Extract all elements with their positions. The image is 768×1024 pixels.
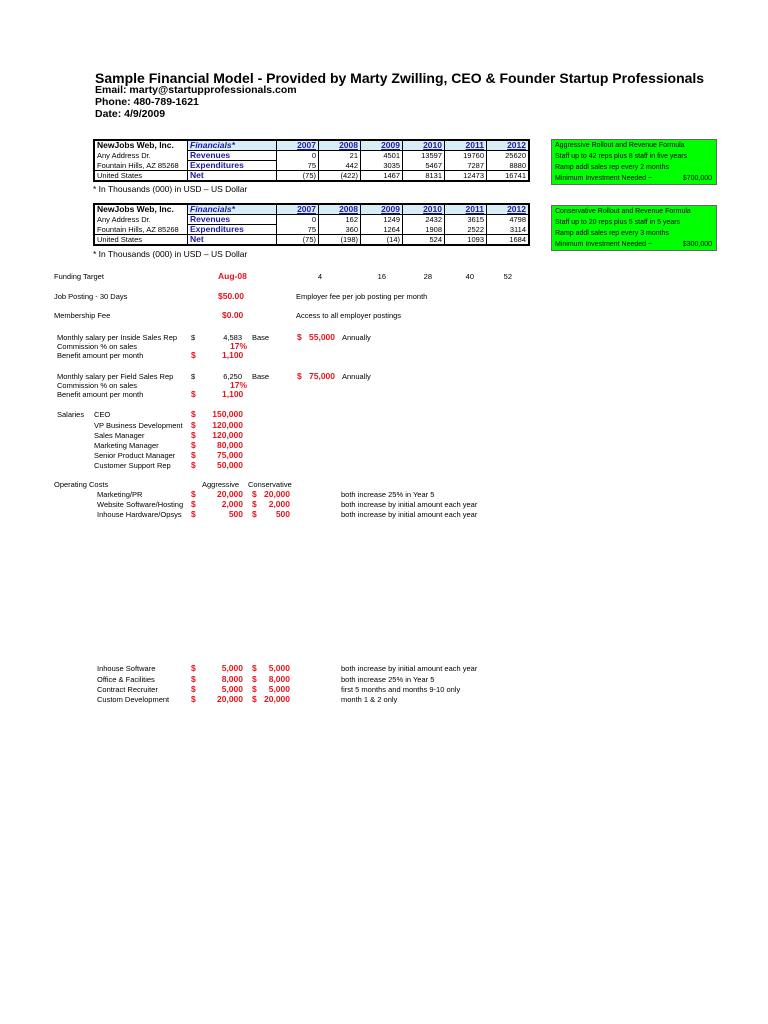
year-header: 2008 — [319, 204, 361, 215]
salary-role: Senior Product Manager — [94, 451, 176, 460]
salary-role: Customer Support Rep — [94, 461, 171, 470]
funding-month: 52 — [503, 272, 512, 281]
year-header: 2012 — [487, 140, 530, 151]
operating-item: Marketing/PR — [97, 490, 143, 499]
other-item: Custom Development — [97, 695, 170, 704]
benefit-value: 1,100 — [222, 389, 244, 399]
company-country: United States — [94, 171, 188, 182]
dollar-sign: $ — [191, 440, 196, 450]
net-cell: 1467 — [361, 171, 403, 182]
year-header: 2011 — [445, 140, 487, 151]
membership-desc: Access to all employer postings — [296, 311, 402, 320]
formula-line: Ramp addl sales rep every 3 months — [555, 230, 669, 237]
operating-costs-label: Operating Costs — [54, 480, 109, 489]
benefit-label: Benefit amount per month — [57, 390, 144, 399]
funding-month: 4 — [317, 272, 322, 281]
benefit-label: Benefit amount per month — [57, 351, 144, 360]
aggressive-value: 20,000 — [217, 694, 243, 704]
aggressive-value: 20,000 — [217, 489, 243, 499]
dollar-sign: $ — [252, 674, 257, 684]
aggressive-value: 8,000 — [221, 674, 243, 684]
dollar-sign: $ — [252, 499, 257, 509]
salary-value: 120,000 — [212, 430, 243, 440]
conservative-value: 5,000 — [268, 663, 290, 673]
net-cell: 12473 — [445, 171, 487, 182]
dollar-sign: $ — [191, 460, 196, 470]
dollar-sign: $ — [252, 694, 257, 704]
conservative-formula-box — [551, 205, 717, 251]
commission-label: Commission % on sales — [57, 342, 138, 351]
inside-rep-salary-value: 4,583 — [223, 333, 242, 342]
aggressive-column-header: Aggressive — [202, 480, 240, 489]
net-label: Net — [188, 171, 277, 182]
operating-item: Inhouse Hardware/Opsys — [97, 510, 182, 519]
salary-role: Sales Manager — [94, 431, 145, 440]
dollar-sign: $ — [191, 674, 196, 684]
expenditure-cell: 2522 — [445, 225, 487, 235]
year-header: 2008 — [319, 140, 361, 151]
operating-item: Website Software/Hosting — [97, 500, 184, 509]
expenditure-cell: 3114 — [487, 225, 530, 235]
year-header: 2012 — [487, 204, 530, 215]
date-line: Date: 4/9/2009 — [95, 108, 166, 120]
year-header: 2009 — [361, 140, 403, 151]
revenue-cell: 2432 — [403, 215, 445, 225]
salary-value: 75,000 — [217, 450, 243, 460]
dollar-sign: $ — [191, 389, 196, 399]
revenue-cell: 21 — [319, 151, 361, 161]
salary-value: 120,000 — [212, 420, 243, 430]
revenue-cell: 3615 — [445, 215, 487, 225]
other-item: Office & Facilities — [97, 675, 155, 684]
expenditure-cell: 1264 — [361, 225, 403, 235]
operating-note: both increase by initial amount each year — [341, 510, 478, 519]
dollar-sign: $ — [191, 499, 196, 509]
dollar-sign: $ — [191, 684, 196, 694]
expenditure-cell: 75 — [277, 225, 319, 235]
benefit-value: 1,100 — [222, 350, 244, 360]
formula-title: Aggressive Rollout and Revenue Formula — [555, 142, 685, 149]
aggressive-value: 500 — [228, 509, 243, 519]
salary-role: Marketing Manager — [94, 441, 159, 450]
expenditures-label: Expenditures — [188, 225, 277, 235]
financials-label: Financials* — [188, 140, 277, 151]
dollar-sign: $ — [297, 371, 302, 381]
job-posting-value: $50.00 — [218, 291, 244, 301]
currency-note: * In Thousands (000) in USD – US Dollar — [93, 249, 248, 259]
company-city: Fountain Hills, AZ 85268 — [97, 160, 179, 170]
phone-line: Phone: 480-789-1621 — [95, 96, 199, 108]
conservative-value: 2,000 — [268, 499, 290, 509]
expenditures-label: Expenditures — [188, 161, 277, 171]
membership-label: Membership Fee — [54, 311, 111, 320]
financials-table-conservative — [93, 203, 530, 246]
conservative-value: 20,000 — [264, 694, 290, 704]
conservative-value: 8,000 — [268, 674, 290, 684]
conservative-value: 5,000 — [268, 684, 290, 694]
revenues-label: Revenues — [188, 151, 277, 161]
conservative-column-header: Conservative — [248, 480, 292, 489]
email-line: Email: marty@startupprofessionals.com — [95, 84, 297, 96]
annually-label: Annually — [342, 372, 371, 381]
conservative-value: 20,000 — [264, 489, 290, 499]
salary-value: 50,000 — [217, 460, 243, 470]
revenue-cell: 4798 — [487, 215, 530, 225]
salary-role: CEO — [94, 410, 111, 419]
base-label: Base — [252, 372, 270, 381]
dollar-sign: $ — [191, 372, 196, 381]
operating-note: both increase 25% in Year 5 — [341, 490, 435, 499]
financials-table-aggressive — [93, 139, 530, 182]
min-investment-row — [552, 173, 716, 184]
revenue-cell: 25620 — [487, 151, 530, 161]
conservative-value: 500 — [275, 509, 290, 519]
net-cell: (75) — [277, 235, 319, 246]
net-cell: 1684 — [487, 235, 530, 246]
dollar-sign: $ — [191, 420, 196, 430]
dollar-sign: $ — [252, 489, 257, 499]
revenue-cell: 0 — [277, 151, 319, 161]
min-investment-value: $700,000 — [682, 175, 712, 182]
aggressive-value: 5,000 — [221, 663, 243, 673]
dollar-sign: $ — [191, 409, 196, 419]
funding-month: 16 — [377, 272, 386, 281]
expenditure-cell: 442 — [319, 161, 361, 171]
commission-label: Commission % on sales — [57, 381, 138, 390]
expenditure-cell: 7287 — [445, 161, 487, 171]
salaries-label: Salaries — [57, 410, 85, 419]
net-cell: (14) — [361, 235, 403, 246]
other-item: Contract Recruiter — [97, 685, 158, 694]
inside-rep-annual-value: 55,000 — [309, 332, 335, 342]
dollar-sign: $ — [297, 332, 302, 342]
year-header: 2007 — [277, 204, 319, 215]
dollar-sign: $ — [191, 333, 196, 342]
dollar-sign: $ — [191, 509, 196, 519]
funding-month: 40 — [465, 272, 474, 281]
field-rep-annual-value: 75,000 — [309, 371, 335, 381]
min-investment-value: $300,000 — [682, 241, 712, 248]
dollar-sign: $ — [252, 684, 257, 694]
other-item: Inhouse Software — [97, 664, 156, 673]
dollar-sign: $ — [191, 694, 196, 704]
salary-value: 150,000 — [212, 409, 243, 419]
company-name: NewJobs Web, Inc. — [97, 204, 174, 215]
revenues-label: Revenues — [188, 215, 277, 225]
dollar-sign: $ — [252, 509, 257, 519]
dollar-sign: $ — [191, 450, 196, 460]
year-header: 2009 — [361, 204, 403, 215]
company-country: United States — [94, 235, 188, 246]
other-note: first 5 months and months 9-10 only — [341, 685, 461, 694]
net-label: Net — [188, 235, 277, 246]
expenditure-cell: 1908 — [403, 225, 445, 235]
funding-month: 28 — [423, 272, 432, 281]
membership-value: $0.00 — [222, 310, 244, 320]
job-posting-desc: Employer fee per job posting per month — [296, 292, 428, 301]
dollar-sign: $ — [191, 663, 196, 673]
min-investment-row — [552, 239, 716, 250]
company-address: Any Address Dr. — [97, 151, 151, 160]
net-cell: (75) — [277, 171, 319, 182]
revenue-cell: 13597 — [403, 151, 445, 161]
other-note: both increase by initial amount each year — [341, 664, 478, 673]
base-label: Base — [252, 333, 270, 342]
commission-value: 17% — [230, 341, 248, 351]
year-header: 2010 — [403, 140, 445, 151]
formula-line: Ramp addl sales rep every 2 months — [555, 164, 669, 171]
inside-rep-salary-label: Monthly salary per Inside Sales Rep — [57, 333, 178, 342]
net-cell: (422) — [319, 171, 361, 182]
revenue-cell: 19760 — [445, 151, 487, 161]
net-cell: (198) — [319, 235, 361, 246]
field-rep-salary-value: 6,250 — [223, 372, 242, 381]
net-cell: 524 — [403, 235, 445, 246]
financials-label: Financials* — [188, 204, 277, 215]
job-posting-label: Job Posting - 30 Days — [54, 292, 128, 301]
funding-target-value: Aug-08 — [218, 271, 247, 281]
expenditure-cell: 75 — [277, 161, 319, 171]
currency-note: * In Thousands (000) in USD – US Dollar — [93, 184, 248, 194]
revenue-cell: 1249 — [361, 215, 403, 225]
other-note: month 1 & 2 only — [341, 695, 398, 704]
aggressive-formula-box — [551, 139, 717, 185]
expenditure-cell: 5467 — [403, 161, 445, 171]
formula-line: Staff up to 20 reps plus 5 staff in 5 years — [555, 219, 681, 226]
expenditure-cell: 360 — [319, 225, 361, 235]
aggressive-value: 2,000 — [221, 499, 243, 509]
year-header: 2007 — [277, 140, 319, 151]
net-cell: 8131 — [403, 171, 445, 182]
dollar-sign: $ — [191, 430, 196, 440]
formula-line: Staff up to 42 reps plus 8 staff in five years — [555, 153, 688, 160]
dollar-sign: $ — [191, 350, 196, 360]
year-header: 2010 — [403, 204, 445, 215]
dollar-sign: $ — [191, 489, 196, 499]
document-title: Sample Financial Model - Provided by Marty Zwilling, CEO & Founder Startup Professionals — [95, 70, 705, 86]
operating-note: both increase by initial amount each year — [341, 500, 478, 509]
formula-title: Conservative Rollout and Revenue Formula — [555, 208, 691, 215]
funding-target-label: Funding Target — [54, 272, 104, 281]
expenditure-cell: 8880 — [487, 161, 530, 171]
salary-role: VP Business Development — [94, 421, 183, 430]
net-cell: 1093 — [445, 235, 487, 246]
field-rep-salary-label: Monthly salary per Field Sales Rep — [57, 372, 174, 381]
dollar-sign: $ — [252, 663, 257, 673]
commission-value: 17% — [230, 380, 248, 390]
revenue-cell: 162 — [319, 215, 361, 225]
revenue-cell: 0 — [277, 215, 319, 225]
aggressive-value: 5,000 — [221, 684, 243, 694]
salary-value: 80,000 — [217, 440, 243, 450]
year-header: 2011 — [445, 204, 487, 215]
company-address: Any Address Dr. — [97, 215, 151, 224]
min-investment-label: Minimum Investment Needed ~ — [555, 175, 653, 182]
expenditure-cell: 3035 — [361, 161, 403, 171]
net-cell: 16741 — [487, 171, 530, 182]
revenue-cell: 4501 — [361, 151, 403, 161]
company-name: NewJobs Web, Inc. — [97, 140, 174, 151]
min-investment-label: Minimum Investment Needed ~ — [555, 241, 653, 248]
annually-label: Annually — [342, 333, 371, 342]
other-note: both increase 25% in Year 5 — [341, 675, 435, 684]
company-city: Fountain Hills, AZ 85268 — [97, 224, 179, 234]
